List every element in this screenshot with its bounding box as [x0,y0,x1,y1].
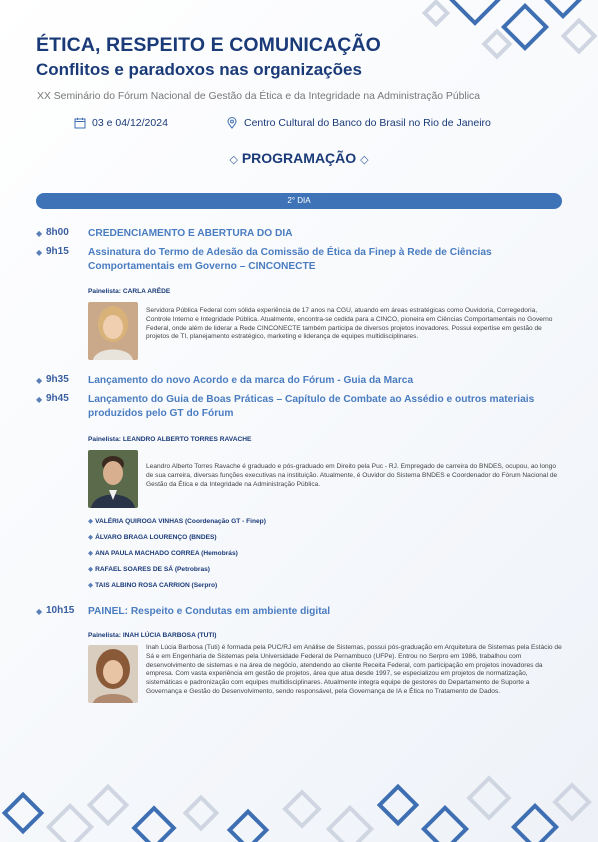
schedule-item [36,374,566,388]
speaker-label: Painelista: LEANDRO ALBERTO TORRES RAVACHE [88,436,252,443]
gt-member [88,581,217,589]
diamond-bullet-icon: ◆ [88,534,94,541]
diamond-icon: ◇ [360,154,369,166]
event-title: Assinatura do Termo de Adesão da Comissão de Ética da Finep à Rede de Ciências Comportamentais em Governo – CINCONECTE [88,247,492,272]
gt-member-name: ÁLVARO BRAGA LOURENÇO (BNDES) [95,534,217,541]
gt-member [88,533,217,541]
diamond-bullet-icon: ◆ [36,229,43,238]
gt-member [88,549,238,557]
event-location-text: Centro Cultural do Banco do Brasil no Rio de Janeiro [244,117,491,129]
event-time: 9h45 [46,393,69,404]
seminar-name: XX Seminário do Fórum Nacional de Gestão da Ética e da Integridade na Administração Pública [37,91,481,102]
calendar-icon [74,117,86,129]
speaker-photo [88,645,138,703]
location-pin-icon [226,117,238,129]
event-title: Lançamento do novo Acordo e da marca do Fórum - Guia da Marca [88,375,414,386]
gt-member [88,565,210,573]
speaker-label: Painelista: INAH LÚCIA BARBOSA (TUTI) [88,632,217,639]
decorative-diamonds-bottom [0,762,598,842]
diamond-bullet-icon: ◆ [36,607,43,616]
schedule-item [36,246,566,274]
gt-member-name: TAIS ALBINO ROSA CARRION (Serpro) [95,582,218,589]
page-subtitle: Conflitos e paradoxos nas organizações [36,60,362,79]
diamond-bullet-icon: ◆ [88,582,94,589]
diamond-bullet-icon: ◆ [36,248,43,257]
event-time: 8h00 [46,227,69,238]
gt-member-name: RAFAEL SOARES DE SÁ (Petrobras) [95,566,211,573]
diamond-bullet-icon: ◆ [88,518,94,525]
diamond-bullet-icon: ◆ [88,550,94,557]
decorative-diamonds-top [418,0,598,80]
program-heading-text: PROGRAMAÇÃO [241,150,357,166]
speaker-bio: Leandro Alberto Torres Ravache é graduado e pós-graduado em Direito pela Puc - RJ. Empregado de carreira do BNDES, ocupou, ao longo de sua carreira, diversas funções executivas na instituição. Atualmente, é Ouvidor do Sistema BNDES e Coordenador do Fórum Nacional de Gestão da Ética e da Integridade na Administração Pública. [146,463,558,488]
event-location [226,117,491,129]
diamond-icon: ◇ [229,154,238,166]
schedule-item [36,227,566,241]
event-title: Lançamento do Guia de Boas Práticas – Capítulo de Combate ao Assédio e outros materiais produzidos pelo GT do Fórum [88,394,535,419]
speaker-bio: Inah Lúcia Barbosa (Tuti) é formada pela PUC/RJ em Análise de Sistemas, possui pós-graduação em Arquitetura de Sistemas pela Estácio de Sá e em Engenharia de Sistemas pela Universidade Federal de Pernambuco (UFPe). Entrou no Serpro em 1986, trabalhou com desenvolvimento de sistemas e na área de negócio, atendendo ao cliente Receita Federal, com participação em projetos inovadores da empresa. Com vasta experiência em gestão de projetos, área que atua desde 1997, se especializou em projetos de normatização, sistemáticas e padronização com equipes multidisciplinares. Atualmente integra equipe de gestores do Departamento de Suporte a Governança e Gestão do Desenvolvimento, sendo responsável, pela Governança de IA e Ética no Tratamento de Dados. [146,644,562,695]
event-title: PAINEL: Respeito e Condutas em ambiente digital [88,606,331,617]
diamond-bullet-icon: ◆ [88,566,94,573]
day-bar: 2° DIA [36,193,562,209]
event-time: 9h35 [46,374,69,385]
diamond-bullet-icon: ◆ [36,376,43,385]
schedule-item [36,605,566,619]
gt-member [88,517,266,525]
event-time: 10h15 [46,605,75,616]
page-title: ÉTICA, RESPEITO E COMUNICAÇÃO [36,34,381,56]
schedule-item [36,393,566,421]
speaker-photo [88,450,138,508]
diamond-bullet-icon: ◆ [36,395,43,404]
event-time: 9h15 [46,246,69,257]
gt-member-name: ANA PAULA MACHADO CORREA (Hemobrás) [95,550,238,557]
speaker-label: Painelista: CARLA ARÊDE [88,288,171,295]
gt-member-name: VALÉRIA QUIROGA VINHAS (Coordenação GT - Finep) [95,518,266,525]
event-date-text: 03 e 04/12/2024 [92,117,168,129]
speaker-photo [88,302,138,360]
event-date [74,117,168,129]
speaker-bio: Servidora Pública Federal com sólida experiência de 17 anos na CGU, atuando em áreas estratégicas como Ouvidoria, Corregedoria, Controle Interno e Integridade Pública. Atualmente, encontra-se cedida para a CINCO, pioneira em Ciências Comportamentais no Governo Federal, onde além de liderar a Rede CINCONECTE também participa de diversos projetos inovadores. Possui expertise em gestão de projetos de TI, planejamento estratégico, marketing e liderança de equipes multidisciplinares. [146,307,553,341]
program-heading [0,150,598,166]
event-title: CREDENCIAMENTO E ABERTURA DO DIA [88,228,293,239]
